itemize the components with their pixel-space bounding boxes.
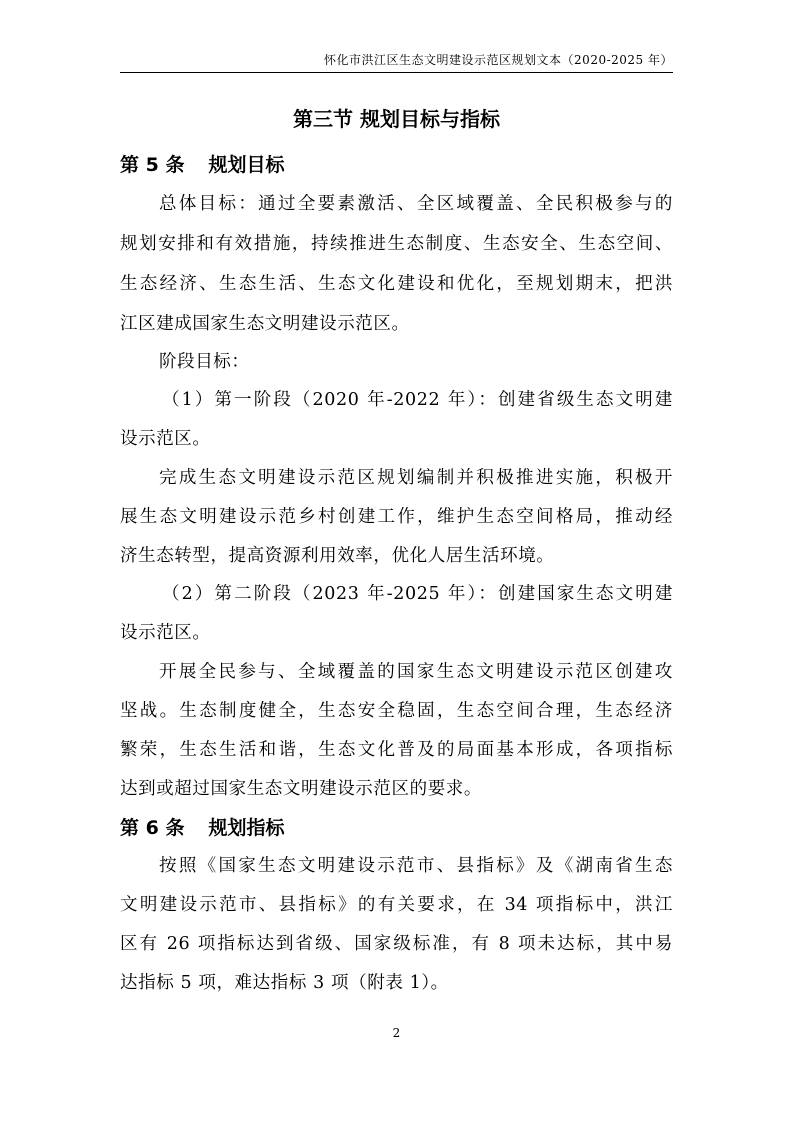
- article-5-line: 完成生态文明建设示范区规划编制并积极推进实施，积极开: [159, 468, 673, 488]
- article-5-line: 达到或超过国家生态文明建设示范区的要求。: [120, 779, 482, 799]
- article-5-line: 济生态转型，提高资源利用效率，优化人居生活环境。: [120, 546, 555, 566]
- article-5-line: 设示范区。: [120, 623, 211, 643]
- article-5-title: 规划目标: [208, 154, 285, 176]
- article-5-line: 江区建成国家生态文明建设示范区。: [120, 314, 410, 334]
- page-number: 2: [392, 1026, 401, 1040]
- article-5-line: 生态经济、生态生活、生态文化建设和优化，至规划期末，把洪: [120, 274, 673, 294]
- section-title: 第三节 规划目标与指标: [293, 107, 500, 131]
- article-6-heading: [120, 813, 284, 840]
- article-5-line: 规划安排和有效措施，持续推进生态制度、生态安全、生态空间、: [120, 234, 673, 254]
- article-5-line: 总体目标：通过全要素激活、全区域覆盖、全民积极参与的: [159, 194, 673, 214]
- article-6-number: 第 6 条: [120, 817, 185, 839]
- article-5-line: 展生态文明建设示范乡村创建工作，维护生态空间格局，推动经: [120, 507, 673, 527]
- article-6-line: 文明建设示范市、县指标》的有关要求，在 34 项指标中，洪江: [120, 895, 673, 915]
- article-6-title: 规划指标: [208, 817, 285, 839]
- article-5-line: 阶段目标：: [159, 352, 250, 372]
- header-rule: [120, 72, 673, 73]
- article-5-line: 繁荣，生态生活和谐，生态文化普及的局面基本形成，各项指标: [120, 740, 673, 760]
- article-5-number: 第 5 条: [120, 154, 185, 176]
- article-5-line: （1）第一阶段（2020 年-2022 年）：创建省级生态文明建: [162, 390, 673, 410]
- article-5-line: （2）第二阶段（2023 年-2025 年）：创建国家生态文明建: [162, 584, 673, 604]
- article-5-line: 开展全民参与、全域覆盖的国家生态文明建设示范区创建攻: [159, 662, 673, 682]
- article-6-line: 达指标 5 项，难达指标 3 项（附表 1）。: [120, 973, 449, 993]
- article-5-line: 设示范区。: [120, 429, 211, 449]
- article-5-heading: [120, 150, 284, 177]
- article-6-line: 区有 26 项指标达到省级、国家级标准，有 8 项未达标，其中易: [120, 934, 673, 954]
- article-6-line: 按照《国家生态文明建设示范市、县指标》及《湖南省生态: [159, 856, 673, 876]
- running-header: 怀化市洪江区生态文明建设示范区规划文本（2020-2025 年）: [324, 53, 673, 67]
- article-5-line: 坚战。生态制度健全，生态安全稳固，生态空间合理，生态经济: [120, 701, 673, 721]
